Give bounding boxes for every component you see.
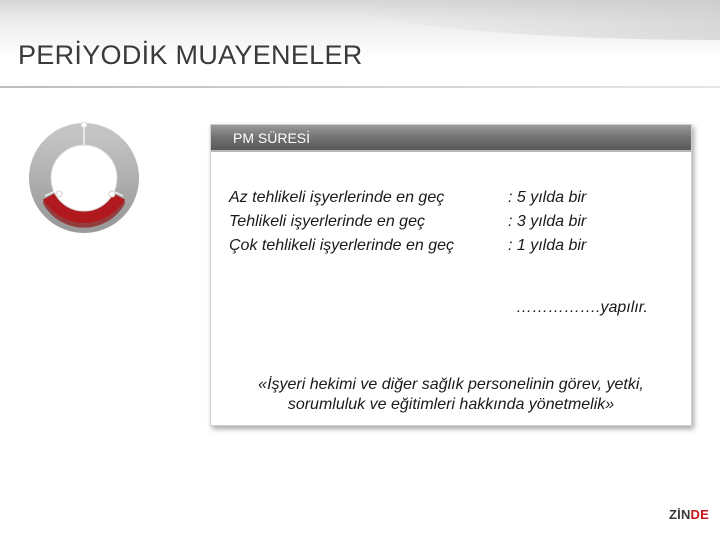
regulation-reference [211,375,691,415]
period-label: Tehlikeli işyerlerinde en geç [229,213,425,230]
header-swoosh [340,0,720,40]
box-header [211,125,691,152]
period-row [229,189,689,213]
period-label: Çok tehlikeli işyerlerinde en geç [229,237,454,254]
period-value: : 3 yılda bir [508,213,587,230]
title-divider [0,86,720,88]
period-label: Az tehlikeli işyerlerinde en geç [229,189,445,206]
period-row [229,237,689,261]
brand-part-1: ZİN [669,507,691,522]
content-box [210,124,692,426]
reference-line-1: «İşyeri hekimi ve diğer sağlık personelinin görev, yetki, [258,376,644,393]
box-header-label: PM SÜRESİ [233,130,311,146]
brand-part-2: DE [690,507,710,522]
period-value: : 5 yılda bir [508,189,587,206]
page-title: PERİYODİK MUAYENELER [18,40,363,70]
brand-logo [669,507,709,522]
period-row [229,213,689,237]
done-text: …………….yapılır. [516,299,648,316]
period-list [229,189,689,261]
ring-diagram-icon [28,122,140,234]
period-value: : 1 yılda bir [508,237,587,254]
reference-line-2: sorumluluk ve eğitimleri hakkında yönetmelik» [287,396,615,413]
